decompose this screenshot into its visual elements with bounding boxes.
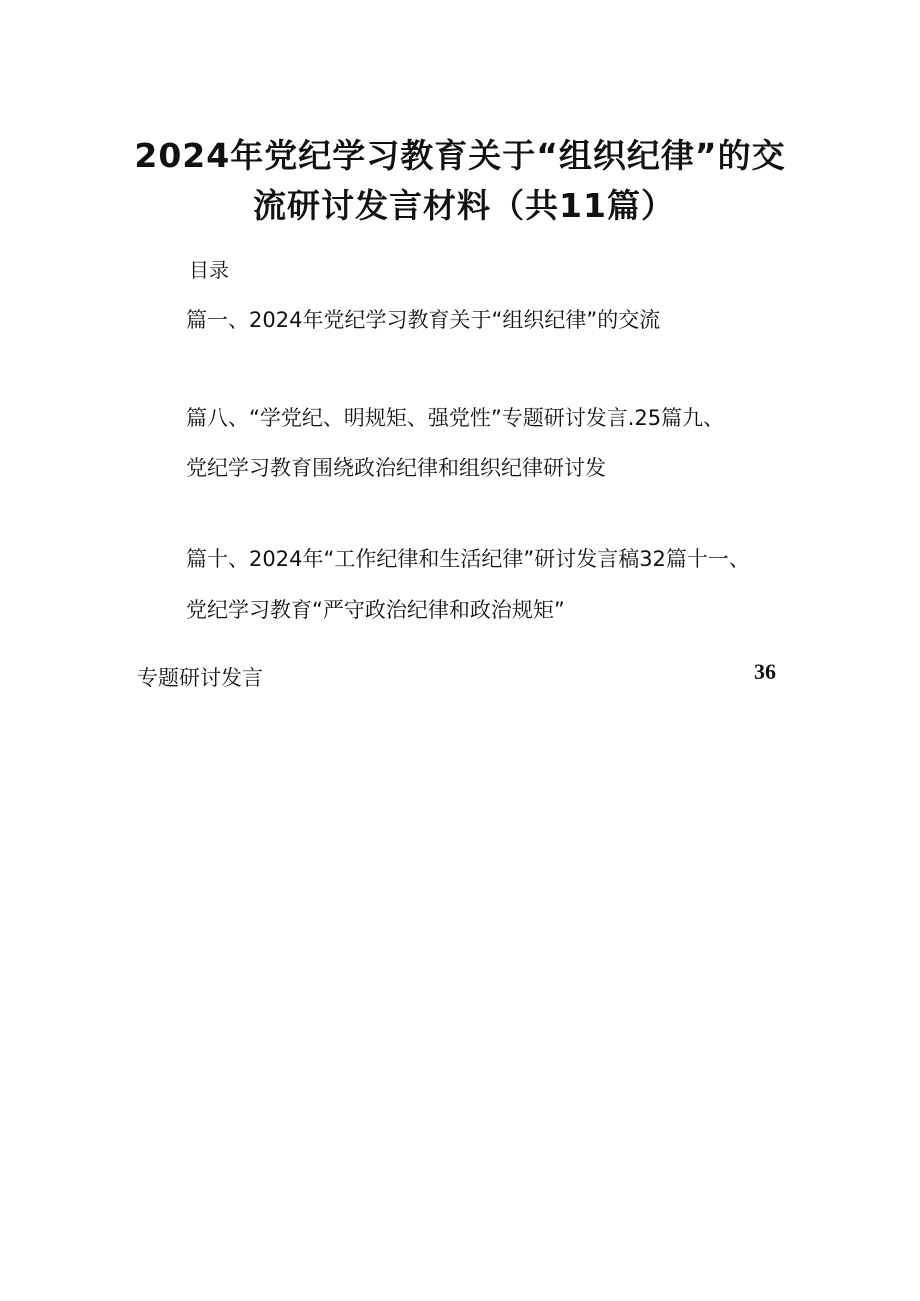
toc-entry-8-and-9[interactable]: 篇八、“学党纪、明规矩、强党性”专题研讨发言.25篇九、 (186, 406, 725, 430)
toc-entry-11-continued[interactable]: 党纪学习教育“严守政治纪律和政治规矩” (186, 598, 565, 622)
toc-entry-10-and-11[interactable]: 篇十、2024年“工作纪律和生活纪律”研讨发言稿32篇十一、 (186, 547, 750, 571)
toc-page-number: 36 (754, 659, 776, 684)
toc-entry-1[interactable]: 篇一、2024年党纪学习教育关于“组织纪律”的交流 (186, 308, 661, 332)
document-title-line-2: 流研讨发言材料（共11篇） (253, 186, 675, 225)
toc-heading: 目录 (189, 258, 229, 282)
document-title-line-1: 2024年党纪学习教育关于“组织纪律”的交 (134, 136, 786, 175)
toc-entry-11-end[interactable]: 专题研讨发言 (137, 666, 263, 690)
toc-entry-9-continued[interactable]: 党纪学习教育围绕政治纪律和组织纪律研讨发 (186, 456, 606, 480)
